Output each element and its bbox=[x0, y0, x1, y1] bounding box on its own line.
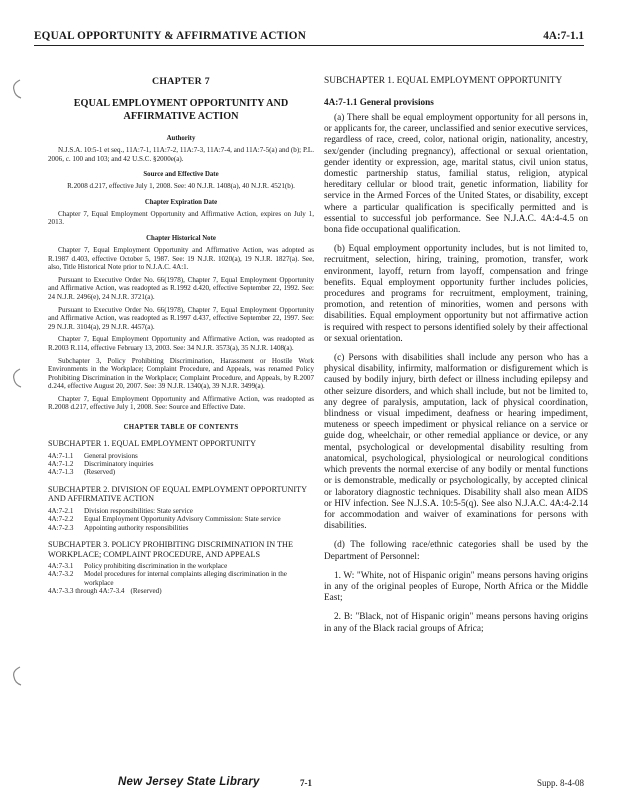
toc-entry: 4A:7-3.1 Policy prohibiting discrimination in the workplace bbox=[48, 562, 228, 570]
binding-hole-mark bbox=[8, 367, 24, 389]
chapter-title: EQUAL EMPLOYMENT OPPORTUNITY AND AFFIRMATIVE ACTION bbox=[73, 98, 289, 122]
rule-paragraph: 1. W: "White, not of Hispanic origin" means persons having origins in any of the original peoples of Europe, North Africa or the Middle East; bbox=[324, 570, 588, 604]
toc-heading: CHAPTER TABLE OF CONTENTS bbox=[123, 424, 239, 432]
toc-subchapter-title: SUBCHAPTER 1. EQUAL EMPLOYMENT OPPORTUNITY bbox=[48, 439, 257, 449]
expiration-heading: Chapter Expiration Date bbox=[144, 198, 218, 206]
right-column bbox=[324, 76, 588, 643]
history-heading: Chapter Historical Note bbox=[146, 234, 216, 242]
header-rule bbox=[34, 45, 584, 46]
history-note: Chapter 7, Equal Employment Opportunity and Affirmative Action, was adopted as R.1987 d.403, effective October 5, 1987. See: 19 N.J.R. 1020(a), 19 N.J.R. 1827(a). See, also, Title Historical Note prior to N.J.A.C. 4A:1. bbox=[48, 245, 314, 272]
expiration-text: Chapter 7, Equal Employment Opportunity and Affirmative Action, expires on July 1, 2013. bbox=[48, 209, 314, 227]
header-section-number: 4A:7-1.1 bbox=[543, 30, 584, 42]
history-note: Pursuant to Executive Order No. 66(1978), Chapter 7, Equal Employment Opportunity and Affirmative Action, was readopted as R.1997 d.437, effective September 22, 1997. See: 29 N.J.R. 3104(a), 29 N.J.R. 4457(a). bbox=[48, 305, 314, 331]
page-footer bbox=[0, 776, 618, 796]
toc-entry: 4A:7-2.2 Equal Employment Opportunity Advisory Commission: State service bbox=[48, 515, 281, 524]
page-number: 7-1 bbox=[300, 778, 312, 788]
source-text: R.2008 d.217, effective July 1, 2008. See: 40 N.J.R. 1408(a), 40 N.J.R. 4521(b). bbox=[67, 182, 295, 191]
history-note: Subchapter 3, Policy Prohibiting Discrimination, Harassment or Hostile Work Environments in the Workplace; Complaint Procedure, and Appeals, was renamed Policy Prohibiting Discrimination in the Workplace; Complaint Procedure, and Appeals, by R.2007 d.244, effective August 20, 2007. See: 39 N.J.R. 1340(a), 39 N.J.R. 3499(a). bbox=[48, 356, 314, 391]
supplement-date: Supp. 8-4-08 bbox=[537, 778, 584, 788]
toc-entry: 4A:7-3.3 through 4A:7-3.4 (Reserved) bbox=[48, 587, 162, 596]
rule-paragraph: 2. B: "Black, not of Hispanic origin" means persons having origins in any of the Black racial groups of Africa; bbox=[324, 612, 588, 634]
authority-text: N.J.S.A. 10:5-1 et seq., 11A:7-1, 11A:7-2, 11A:7-3, 11A:7-4, and 11A:7-5(a) and (b); P.L. 2006, c. 100 and 103; and 42 U.S.C. §2000e(a). bbox=[48, 146, 314, 163]
toc-entry: 4A:7-1.2 Discriminatory inquiries bbox=[48, 459, 154, 468]
rule-paragraph: (b) Equal employment opportunity includes, but is not limited to, recruitment, selection, hiring, training, promotion, transfer, work environment, layoff, return from layoff, compensation and fringe benefits. Equal employment opportunity further includes policies, procedures and programs for recruitment, employment, training, promotion, and retention of minorities, women and persons with disabilities. Equal employment opportunity but not affirmative action is required with respect to persons identified solely by their affectional or sexual orientation. bbox=[324, 244, 588, 344]
binding-hole-mark bbox=[8, 78, 24, 100]
rule-paragraph: (d) The following race/ethnic categories shall be used by the Department of Personnel: bbox=[324, 540, 588, 562]
toc-entry: 4A:7-2.1 Division responsibilities: State service bbox=[48, 506, 193, 515]
chapter-number: CHAPTER 7 bbox=[152, 76, 210, 87]
rule-paragraph: (a) There shall be equal employment opportunity for all persons in, or applicants for, the career, unclassified and senior executive services, regardless of race, creed, color, national origin, nationality, ancestry, sex/gender (including pregnancy), affectional or sexual orientation, gender identity or expression, age, marital status, civil union status, domestic partnership status, familial status, religion, atypical hereditary cellular or blood trait, genetic information, liability for service in the Armed Forces of the United States, or disability, except where a particular qualification is specifically permitted and is essential to successful job performance. See N.J.A.C. 4A:4-4.5 on bona fide occupational qualification. bbox=[324, 113, 588, 236]
library-stamp: New Jersey State Library bbox=[118, 776, 260, 788]
authority-heading: Authority bbox=[166, 135, 196, 142]
toc-entry: 4A:7-3.2 Model procedures for internal complaints alleging discrimination in the workplace bbox=[48, 570, 287, 587]
toc-subchapter-title: SUBCHAPTER 2. DIVISION OF EQUAL EMPLOYMENT OPPORTUNITY AND AFFIRMATIVE ACTION bbox=[48, 484, 307, 504]
subchapter-heading: SUBCHAPTER 1. EQUAL EMPLOYMENT OPPORTUNITY bbox=[324, 76, 563, 86]
source-heading: Source and Effective Date bbox=[143, 171, 219, 179]
left-column bbox=[48, 76, 314, 596]
history-note: Pursuant to Executive Order No. 66(1978), Chapter 7, Equal Employment Opportunity and Affirmative Action, was readopted as R.1992 d.420, effective September 22, 1992. See: 24 N.J.R. 2496(e), 24 N.J.R. 3721(a). bbox=[48, 275, 314, 301]
history-note: Chapter 7, Equal Employment Opportunity and Affirmative Action, was readopted as R.2003 R.114, effective February 13, 2003. See: 34 N.J.R. 3573(a), 35 N.J.R. 1408(a). bbox=[48, 335, 314, 352]
toc-entry: 4A:7-2.3 Appointing authority responsibilities bbox=[48, 523, 189, 532]
toc-entry: 4A:7-1.1 General provisions bbox=[48, 451, 138, 460]
rule-paragraph: (c) Persons with disabilities shall include any person who has a physical disability, infirmity, malformation or disfigurement which is caused by bodily injury, birth defect or illness including epilepsy and other seizure disorders, and which shall include, but not be limited to, any degree of paralysis, amputation, lack of physical coordination, blindness or visual impediment, deafness or hearing impediment, muteness or speech impediment or physical reliance on a service or guide dog, wheelchair, or other remedial appliance or device, or any mental, psychological or developmental disability resulting from anatomical, psychological, physiological or neurological conditions which prevents the normal exercise of any bodily or mental functions or is demonstrable, medically or psychologically, by accepted clinical or laboratory diagnostic techniques. Disability shall also mean AIDS or HIV infection. See N.J.S.A. 10:5-5(q). See also N.J.A.C. 4A:4-2.14 for accommodation and waiver of examinations for persons with disabilities. bbox=[324, 353, 588, 532]
toc-subchapter-title: SUBCHAPTER 3. POLICY PROHIBITING DISCRIMINATION IN THE WORKPLACE; COMPLAINT PROCEDURE, AND APPEALS bbox=[48, 540, 293, 559]
header-title: EQUAL OPPORTUNITY & AFFIRMATIVE ACTION bbox=[34, 30, 306, 42]
history-note: Chapter 7, Equal Employment Opportunity and Affirmative Action, was readopted as R.2008 d.217, effective July 1, 2008. See: Source and Effective Date. bbox=[48, 394, 314, 412]
section-heading: 4A:7-1.1 General provisions bbox=[324, 97, 434, 107]
toc-entry: 4A:7-1.3 (Reserved) bbox=[48, 468, 116, 477]
running-header bbox=[34, 30, 584, 46]
binding-hole-mark bbox=[8, 665, 24, 687]
